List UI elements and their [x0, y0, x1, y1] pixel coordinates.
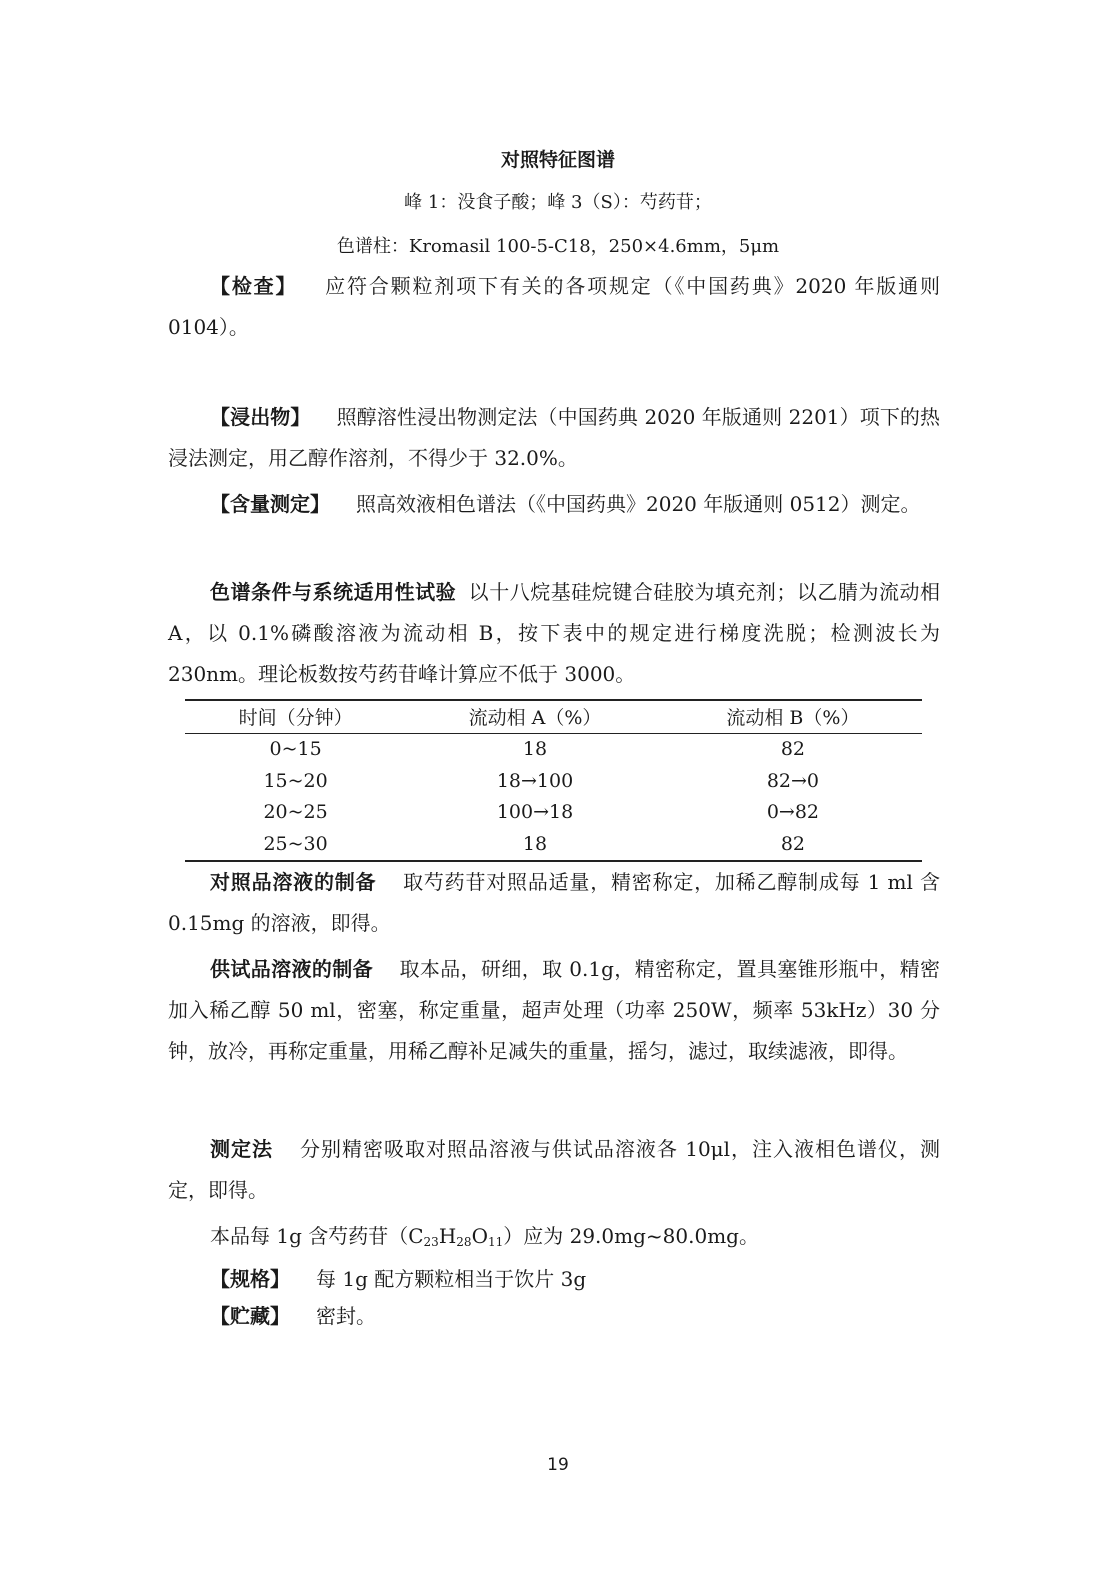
- table-header-row: [185, 700, 922, 733]
- table-row: [185, 765, 922, 797]
- method-section: [168, 1129, 940, 1211]
- column-header: 流动相 B（%）: [726, 707, 860, 730]
- peak-caption: 峰 1：没食子酸；峰 3（S）：芍药苷；: [404, 192, 712, 213]
- table-cell: 82: [780, 832, 806, 855]
- content-limit-text: H: [438, 1224, 457, 1248]
- content-limit-text: ）应为 29.0mg~80.0mg。: [503, 1224, 759, 1248]
- extract-section: [168, 397, 940, 479]
- table-cell: 15~20: [263, 769, 328, 792]
- table-row: [185, 797, 922, 829]
- assay-heading: 【含量测定】: [210, 492, 330, 516]
- check-text: 应符合颗粒剂项下有关的各项规定（《中国药典》2020 年版通则 0104）。: [168, 274, 940, 339]
- page-number: 19: [547, 1455, 569, 1475]
- table-cell: 100→18: [496, 801, 574, 824]
- sample-prep-section: [168, 949, 940, 1072]
- table-cell: 82→0: [766, 769, 820, 792]
- table-cell: 0→82: [766, 801, 820, 824]
- figure-title: 对照特征图谱: [500, 149, 615, 171]
- table-cell: 18: [522, 832, 548, 855]
- conditions-text: 以十八烷基硅烷键合硅胶为填充剂；以乙腈为流动相 A，以 0.1%磷酸溶液为流动相 B，按下表中的规定进行梯度洗脱；检测波长为 230nm。理论板数按芍药苷峰计算应不低于 3000。: [168, 580, 941, 686]
- subscript: 23: [423, 1235, 439, 1249]
- content-limit-text: O: [471, 1224, 488, 1248]
- conditions-section: [168, 572, 940, 695]
- content-limit-line: [168, 1216, 940, 1263]
- table-cell: 82: [780, 738, 806, 761]
- extract-heading: 【浸出物】: [210, 405, 311, 429]
- method-text: 分别精密吸取对照品溶液与供试品溶液各 10μl，注入液相色谱仪，测定，即得。: [168, 1137, 941, 1202]
- table-cell: 20~25: [263, 801, 328, 824]
- reference-prep-section: [168, 862, 940, 944]
- storage-text: 密封。: [316, 1304, 376, 1328]
- table-row: [185, 733, 922, 765]
- spec-heading: 【规格】: [210, 1267, 290, 1291]
- table-cell: 0~15: [269, 738, 322, 761]
- column-caption: 色谱柱：Kromasil 100-5-C18，250×4.6mm，5μm: [336, 236, 780, 257]
- reference-prep-heading: 对照品溶液的制备: [210, 870, 377, 894]
- assay-text: 照高效液相色谱法（《中国药典》2020 年版通则 0512）测定。: [356, 492, 921, 516]
- subscript: 28: [456, 1235, 472, 1249]
- content-limit-text: 本品每 1g 含芍药苷（C: [210, 1224, 424, 1248]
- method-heading: 测定法: [210, 1137, 273, 1161]
- storage-section: [168, 1296, 940, 1337]
- assay-section: [168, 484, 940, 525]
- sample-prep-text: 取本品，研细，取 0.1g，精密称定，置具塞锥形瓶中，精密加入稀乙醇 50 ml，密塞，称定重量，超声处理（功率 250W，频率 53kHz）30 分钟，放冷，再称定重量，用稀乙醇补足减失的重量，摇匀，滤过，取续滤液，即得。: [168, 957, 941, 1063]
- table-row: [185, 828, 922, 861]
- column-header: 流动相 A（%）: [468, 707, 602, 730]
- gradient-table: [185, 699, 922, 862]
- spec-text: 每 1g 配方颗粒相当于饮片 3g: [316, 1267, 587, 1291]
- sample-prep-heading: 供试品溶液的制备: [210, 957, 374, 981]
- table-cell: 18→100: [496, 769, 574, 792]
- reference-prep-text: 取芍药苷对照品适量，精密称定，加稀乙醇制成每 1 ml 含 0.15mg 的溶液，即得。: [168, 870, 940, 935]
- table-cell: 18: [522, 738, 548, 761]
- check-section: [168, 266, 940, 348]
- subscript: 11: [487, 1235, 504, 1249]
- column-header: 时间（分钟）: [238, 707, 353, 730]
- check-heading: 【检查】: [210, 274, 298, 298]
- conditions-heading: 色谱条件与系统适用性试验: [210, 580, 457, 604]
- extract-text: 照醇溶性浸出物测定法（中国药典 2020 年版通则 2201）项下的热浸法测定，用乙醇作溶剂，不得少于 32.0%。: [168, 405, 941, 470]
- spec-section: [168, 1259, 940, 1300]
- storage-heading: 【贮藏】: [210, 1304, 290, 1328]
- table-cell: 25~30: [263, 832, 328, 855]
